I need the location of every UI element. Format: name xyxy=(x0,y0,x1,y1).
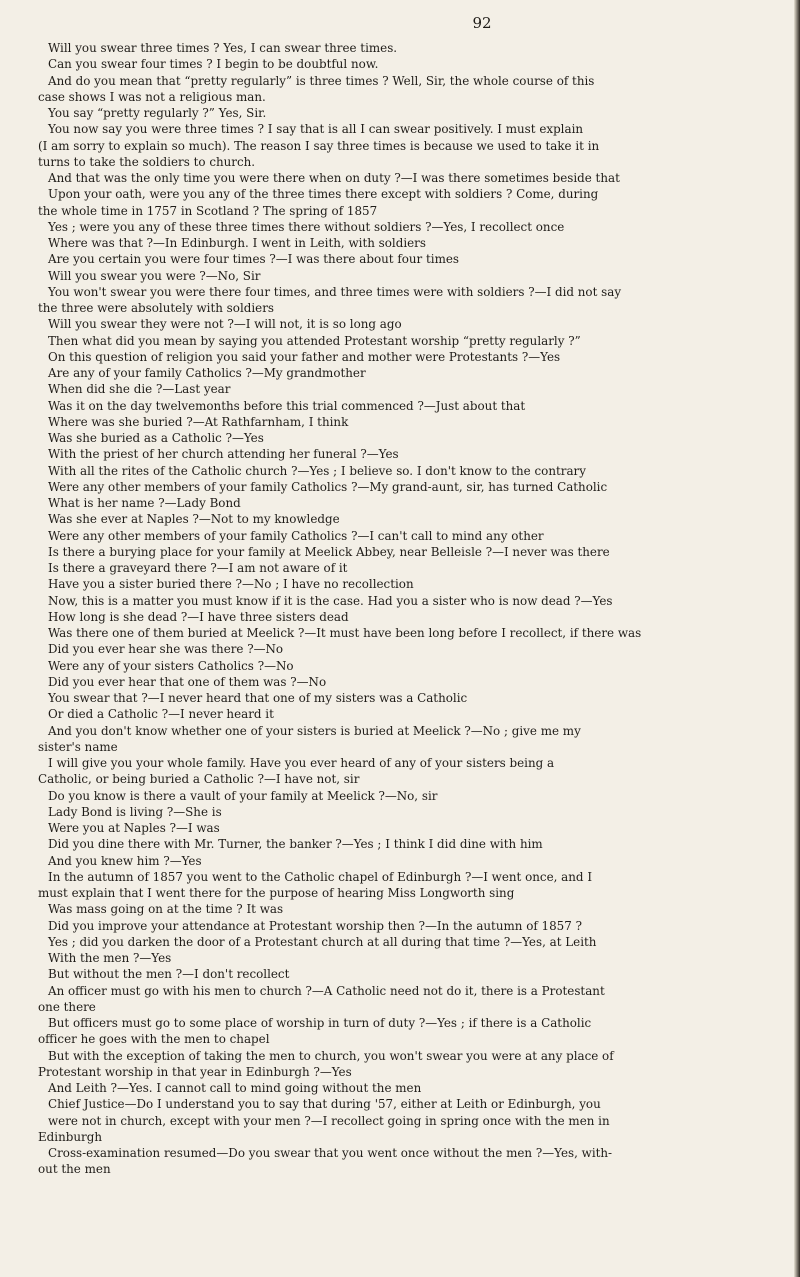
text-line: Chief Justice—Do I understand you to say that during '57, either at Leith or Edinburgh, you xyxy=(48,1097,601,1112)
text-line: Edinburgh xyxy=(38,1129,102,1144)
text-line: Did you improve your attendance at Protestant worship then ?—In the autumn of 1857 ? xyxy=(48,918,582,933)
text-line: Lady Bond is living ?—She is xyxy=(48,804,222,819)
text-line: How long is she dead ?—I have three sisters dead xyxy=(48,609,349,624)
text-line: Where was she buried ?—At Rathfarnham, I think xyxy=(48,414,349,429)
text-line: You say “pretty regularly ?” Yes, Sir. xyxy=(48,106,267,120)
text-line: Then what did you mean by saying you attended Protestant worship “pretty regularly ?” xyxy=(48,333,581,348)
text-line: Were any other members of your family Catholics ?—My grand-aunt, sir, has turned Catholic xyxy=(48,479,608,494)
text-line: sister's name xyxy=(38,739,118,754)
text-line: Do you know is there a vault of your family at Meelick ?—No, sir xyxy=(48,788,438,803)
text-line: Was mass going on at the time ? It was xyxy=(48,902,284,917)
text-line: Yes ; were you any of these three times there without soldiers ?—Yes, I recollect once xyxy=(48,219,565,234)
text-line: Catholic, or being buried a Catholic ?—I have not, sir xyxy=(38,772,360,787)
text-line: An officer must go with his men to church ?—A Catholic need not do it, there is a Protestant xyxy=(48,983,605,998)
text-line: I will give you your whole family. Have you ever heard of any of your sisters being a xyxy=(48,756,555,770)
text-line: Are any of your family Catholics ?—My grandmother xyxy=(48,366,366,380)
text-line: And Leith ?—Yes. I cannot call to mind going without the men xyxy=(48,1081,422,1095)
text-line: (I am sorry to explain so much). The reason I say three times is because we used to take it in xyxy=(38,138,600,153)
text-line: And you knew him ?—Yes xyxy=(48,853,202,868)
text-line: And you don't know whether one of your sisters is buried at Meelick ?—No ; give me my xyxy=(48,723,581,738)
text-line: were not in church, except with your men ?—I recollect going in spring once with the men in xyxy=(48,1113,610,1128)
text-line: Was she buried as a Catholic ?—Yes xyxy=(48,431,264,445)
text-line: With the priest of her church attending her funeral ?—Yes xyxy=(48,447,399,462)
text-line: Where was that ?—In Edinburgh. I went in Leith, with soldiers xyxy=(48,236,426,250)
text-line: But without the men ?—I don't recollect xyxy=(48,967,290,982)
text-line: Will you swear three times ? Yes, I can swear three times. xyxy=(48,41,398,55)
text-line: Will you swear you were ?—No, Sir xyxy=(48,268,261,283)
text-line: When did she die ?—Last year xyxy=(48,382,231,397)
text-line: And that was the only time you were there when on duty ?—I was there sometimes beside that xyxy=(48,171,620,185)
text-line: Were any of your sisters Catholics ?—No xyxy=(48,658,294,673)
text-line: You swear that ?—I never heard that one of my sisters was a Catholic xyxy=(48,691,468,705)
text-line: Did you dine there with Mr. Turner, the banker ?—Yes ; I think I did dine with him xyxy=(48,837,543,852)
text-line: turns to take the soldiers to church. xyxy=(38,154,256,169)
text-line: must explain that I went there for the purpose of hearing Miss Longworth sing xyxy=(38,886,515,900)
text-line: Was there one of them buried at Meelick ?—It must have been long before I recollect, if there was xyxy=(48,626,642,640)
text-line: On this question of religion you said your father and mother were Protestants ?—Yes xyxy=(48,349,561,364)
text-line: Cross-examination resumed—Do you swear that you went once without the men ?—Yes, with- xyxy=(48,1146,613,1160)
text-line: Protestant worship in that year in Edinburgh ?—Yes xyxy=(38,1064,352,1079)
text-line: Will you swear they were not ?—I will not, it is so long ago xyxy=(48,317,402,332)
text-line: What is her name ?—Lady Bond xyxy=(48,496,241,510)
text-line: the whole time in 1757 in Scotland ? The spring of 1857 xyxy=(38,203,378,218)
text-line: Or died a Catholic ?—I never heard it xyxy=(48,707,274,722)
page-number: 92 xyxy=(472,14,492,32)
text-line: Have you a sister buried there ?—No ; I have no recollection xyxy=(48,577,414,592)
text-line: You won't swear you were there four times, and three times were with soldiers ?—I did not say xyxy=(48,284,622,299)
text-line: You now say you were three times ? I say that is all I can swear positively. I must explain xyxy=(48,122,584,137)
text-line: Did you ever hear that one of them was ?—No xyxy=(48,674,327,689)
text-line: Is there a burying place for your family at Meelick Abbey, near Belleisle ?—I never was there xyxy=(48,544,610,559)
text-line: But with the exception of taking the men to church, you won't swear you were at any place of xyxy=(48,1048,614,1063)
text-line: Are you certain you were four times ?—I was there about four times xyxy=(48,252,459,267)
text-line: out the men xyxy=(38,1162,111,1177)
text-line: With the men ?—Yes xyxy=(48,951,172,965)
text-line: Was she ever at Naples ?—Not to my knowledge xyxy=(48,512,340,527)
text-line: Is there a graveyard there ?—I am not aware of it xyxy=(48,561,348,575)
text-line: Now, this is a matter you must know if it is the case. Had you a sister who is now dead ?—Yes xyxy=(48,593,613,608)
text-line: Did you ever hear she was there ?—No xyxy=(48,642,284,657)
text-line: Can you swear four times ? I begin to be doubtful now. xyxy=(48,57,379,72)
text-line: Was it on the day twelvemonths before this trial commenced ?—Just about that xyxy=(48,398,526,413)
text-line: But officers must go to some place of worship in turn of duty ?—Yes ; if there is a Catholic xyxy=(48,1016,592,1030)
text-line: one there xyxy=(38,999,96,1014)
text-line: Were you at Naples ?—I was xyxy=(48,821,220,835)
text-line: Upon your oath, were you any of the three times there except with soldiers ? Come, during xyxy=(48,187,599,202)
text-line: Were any other members of your family Catholics ?—I can't call to mind any other xyxy=(48,528,544,543)
text-line: With all the rites of the Catholic church ?—Yes ; I believe so. I don't know to the contrary xyxy=(48,463,586,478)
text-line: Yes ; did you darken the door of a Protestant church at all during that time ?—Yes, at Leith xyxy=(48,934,597,949)
text-line: In the autumn of 1857 you went to the Catholic chapel of Edinburgh ?—I went once, and I xyxy=(48,869,593,884)
text-body xyxy=(38,40,786,1178)
page-edge-shadow xyxy=(794,0,800,1277)
text-line: officer he goes with the men to chapel xyxy=(38,1032,270,1047)
text-line: And do you mean that “pretty regularly” is three times ? Well, Sir, the whole course of this xyxy=(48,73,595,88)
text-line: the three were absolutely with soldiers xyxy=(38,301,274,315)
text-line: case shows I was not a religious man. xyxy=(38,89,266,104)
